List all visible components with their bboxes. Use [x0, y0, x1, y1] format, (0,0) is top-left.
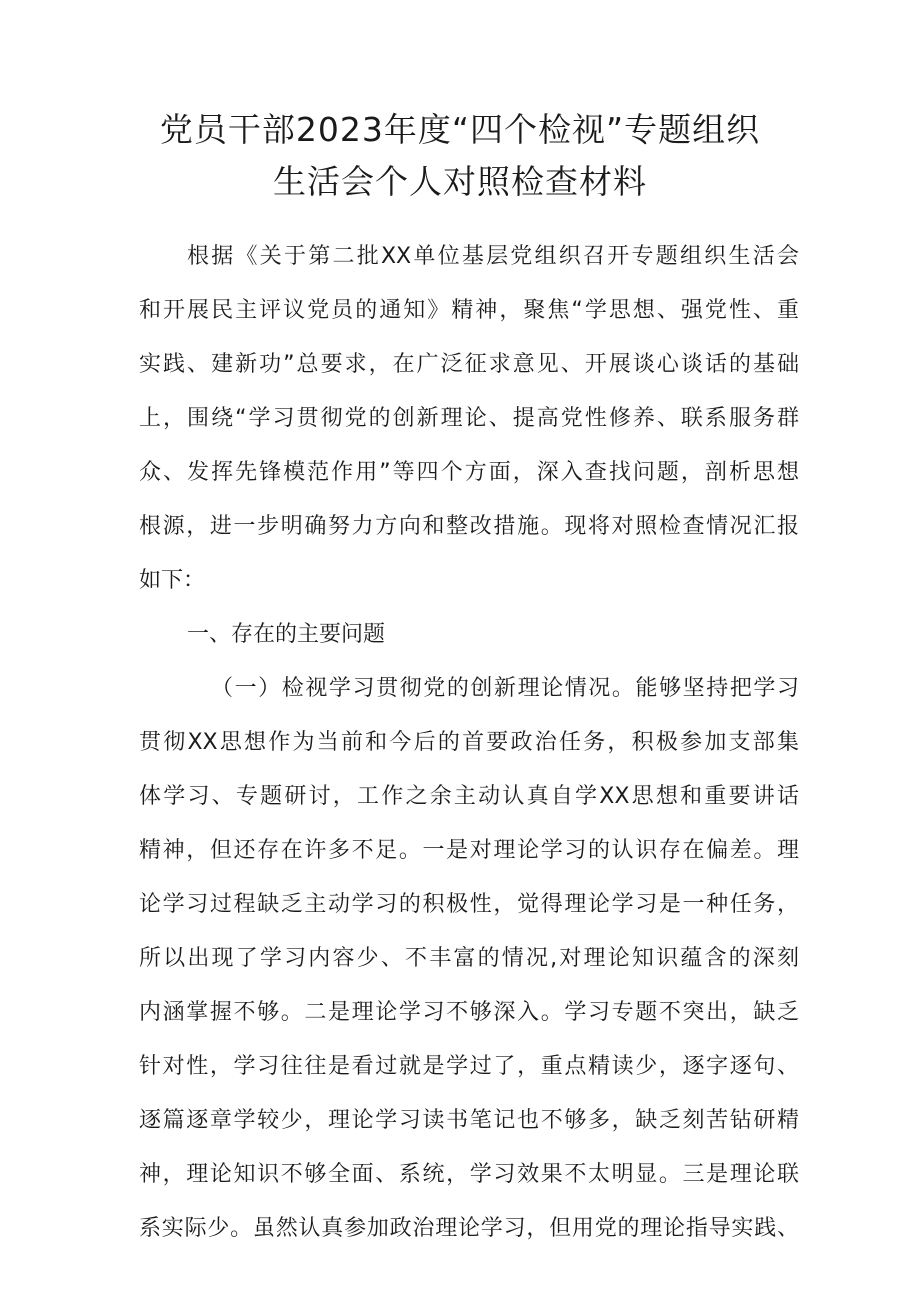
title-line-2: 生活会个人对照检查材料 [273, 162, 647, 201]
paragraph-line: 根据《关于第二批XX单位基层党组织召开专题组织生活会 [187, 244, 799, 269]
paragraph-intro [139, 230, 799, 608]
paragraph-line: （一）检视学习贯彻党的创新理论情况。能够坚持把学习 [211, 676, 799, 701]
paragraph-line: 实践、建新功”总要求，在广泛征求意见、开展谈心谈话的基础 [139, 352, 799, 377]
paragraph-line: 逐篇逐章学较少，理论学习读书笔记也不够多，缺乏刻苦钻研精 [139, 1108, 799, 1133]
section-heading: 一、存在的主要问题 [187, 622, 386, 647]
paragraph-problems [139, 662, 799, 1256]
paragraph-line: 针对性，学习往往是看过就是学过了，重点精读少，逐字逐句、 [139, 1054, 799, 1079]
paragraph-line: 精神，但还存在许多不足。一是对理论学习的认识存在偏差。理 [139, 838, 799, 863]
paragraph-line: 系实际少。虽然认真参加政治理论学习，但用党的理论指导实践、 [139, 1216, 799, 1241]
paragraph-line: 和开展民主评议党员的通知》精神，聚焦“学思想、强党性、重 [139, 298, 799, 323]
paragraph-line: 所以出现了学习内容少、不丰富的情况,对理论知识蕴含的深刻 [139, 946, 799, 971]
paragraph-line: 内涵掌握不够。二是理论学习不够深入。学习专题不突出，缺乏 [139, 1000, 799, 1025]
paragraph-line: 神，理论知识不够全面、系统，学习效果不太明显。三是理论联 [139, 1162, 799, 1187]
paragraph-line: 众、发挥先锋模范作用”等四个方面，深入查找问题，剖析思想 [139, 460, 799, 485]
paragraph-line: 论学习过程缺乏主动学习的积极性，觉得理论学习是一种任务， [139, 892, 799, 917]
paragraph-line: 上，围绕“学习贯彻党的创新理论、提高党性修养、联系服务群 [139, 406, 799, 431]
document-body [139, 230, 799, 1256]
document-title [0, 104, 920, 208]
title-line-1: 党员干部2023年度“四个检视”专题组织 [159, 110, 761, 149]
paragraph-line: 如下： [139, 568, 206, 593]
paragraph-line: 体学习、专题研讨，工作之余主动认真自学XX思想和重要讲话 [139, 784, 799, 809]
paragraph-line: 贯彻XX思想作为当前和今后的首要政治任务，积极参加支部集 [139, 730, 799, 755]
paragraph-line: 根源，进一步明确努力方向和整改措施。现将对照检查情况汇报 [139, 514, 799, 539]
